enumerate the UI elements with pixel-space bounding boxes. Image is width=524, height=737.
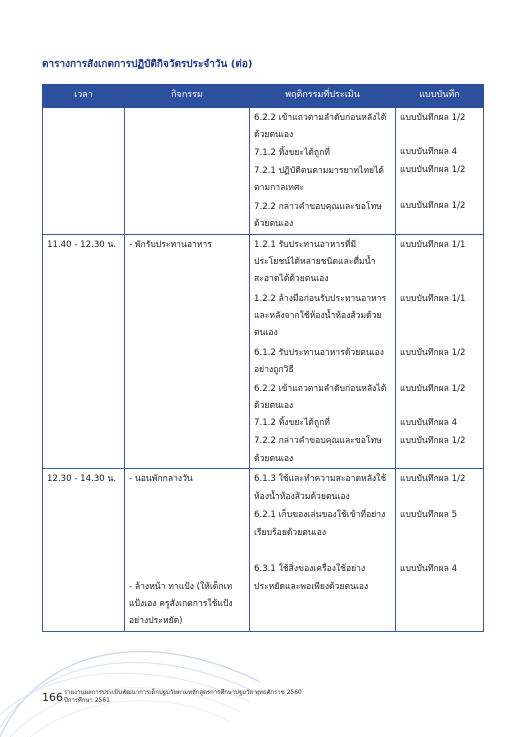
cell-time: [43, 108, 125, 235]
record-form: แบบบันทึกผล 1/2: [400, 201, 466, 211]
behavior-item: 1.2.1 รับประทานอาหารที่มีประโยชน์ได้หลายชนิดและดื่มน้ำสะอาดได้ด้วยตนเอง: [254, 239, 376, 285]
activity-text: - พักรับประทานอาหาร: [129, 239, 212, 250]
cell-record: [396, 469, 484, 632]
behavior-item: 6.2.2 เข้าแถวตามลำดับก่อนหลังได้ด้วยตนเอง: [254, 113, 387, 141]
header-time: เวลา: [43, 85, 125, 108]
record-form: แบบบันทึกผล 1/1: [400, 293, 466, 304]
behavior-item: 6.2.2 เข้าแถวตามลำดับก่อนหลังได้ด้วยตนเอง: [254, 383, 387, 412]
record-form: แบบบันทึกผล 1/2: [400, 383, 466, 394]
header-behavior: พฤติกรรมที่ประเมิน: [250, 85, 396, 108]
table-header-row: [43, 85, 484, 108]
footer-text: [64, 689, 302, 705]
behavior-item: 6.1.2 รับประทานอาหารด้วยตนเองอย่างถูกวิธี: [254, 347, 385, 376]
table-row: [43, 108, 484, 235]
page-number: 166: [42, 691, 63, 704]
cell-behavior: [250, 108, 396, 235]
behavior-item: 7.2.2 กล่าวคำขอบคุณและขอโทษด้วยตนเอง: [254, 201, 382, 230]
cell-time: 11.40 - 12.30 น.: [43, 234, 125, 469]
behavior-item: 1.2.2 ล้างมือก่อนรับประทานอาหารและหลังจากใช้ห้องน้ำห้องส้วมด้วยตนเอง: [254, 293, 387, 339]
record-form: แบบบันทึกผล 1/2: [400, 474, 466, 485]
behavior-item: 7.1.2 ทิ้งขยะได้ถูกที่: [254, 147, 330, 158]
cell-time: 12.30 - 14.30 น.: [43, 469, 125, 632]
header-record: แบบบันทึก: [396, 85, 484, 108]
record-form: แบบบันทึกผล 5: [400, 510, 458, 521]
record-form: แบบบันทึกผล 4: [400, 564, 458, 575]
behavior-item: 7.2.2 กล่าวคำขอบคุณและขอโทษด้วยตนเอง: [254, 436, 382, 464]
record-form: แบบบันทึกผล 1/2: [400, 347, 466, 358]
cell-behavior: [250, 234, 396, 469]
record-form: แบบบันทึกผล 4: [400, 147, 458, 157]
behavior-item: 7.1.2 ทิ้งขยะได้ถูกที่: [254, 418, 330, 429]
behavior-item: 6.3.1 ใช้สิ่งของเครื่องใช้อย่างประหยัดและพอเพียงด้วยตนเอง: [254, 564, 369, 592]
observation-table: [42, 84, 484, 632]
activity-text: - นอนพักกลางวัน: [129, 474, 193, 485]
cell-record: [396, 108, 484, 235]
footer-line-2: ปีการศึกษา 2561: [64, 697, 110, 704]
record-form: แบบบันทึกผล 1/1: [400, 239, 466, 250]
decorative-swirl: [0, 587, 260, 737]
behavior-item: 7.2.1 ปฏิบัติตนตามมารยาทไทยได้ตามกาลเทศะ: [254, 165, 384, 194]
record-form: แบบบันทึกผล 1/2: [400, 113, 466, 123]
cell-activity: [125, 108, 250, 235]
activity-text: - ล้างหน้า ทาแป้ง (ให้เด็กเทแป้งเอง ครูสังเกตการใช้แป้งอย่างประหยัด): [129, 581, 233, 627]
cell-activity: [125, 234, 250, 469]
record-form: แบบบันทึกผล 1/2: [400, 435, 466, 446]
behavior-item: 6.1.3 ใช้และทำความสะอาดหลังใช้ห้องน้ำห้องส้วมด้วยตนเอง: [254, 474, 387, 502]
table-row: [43, 234, 484, 469]
record-form: แบบบันทึกผล 1/2: [400, 165, 466, 175]
cell-behavior: [250, 469, 396, 632]
header-activity: กิจกรรม: [125, 85, 250, 108]
table-title: ตารางการสังเกตการปฏิบัติกิจวัตรประจำวัน (ต่อ): [42, 59, 253, 70]
footer-line-1: รายงานผลการประเมินพัฒนาการเด็กปฐมวัยตามหลักสูตรการศึกษาปฐมวัย พุทธศักราช 2560: [64, 689, 302, 696]
behavior-item: 6.2.1 เก็บของเล่นของใช้เข้าที่อย่างเรียบร้อยด้วยตนเอง: [254, 510, 386, 538]
cell-record: [396, 234, 484, 469]
record-form: แบบบันทึกผล 4: [400, 417, 458, 428]
